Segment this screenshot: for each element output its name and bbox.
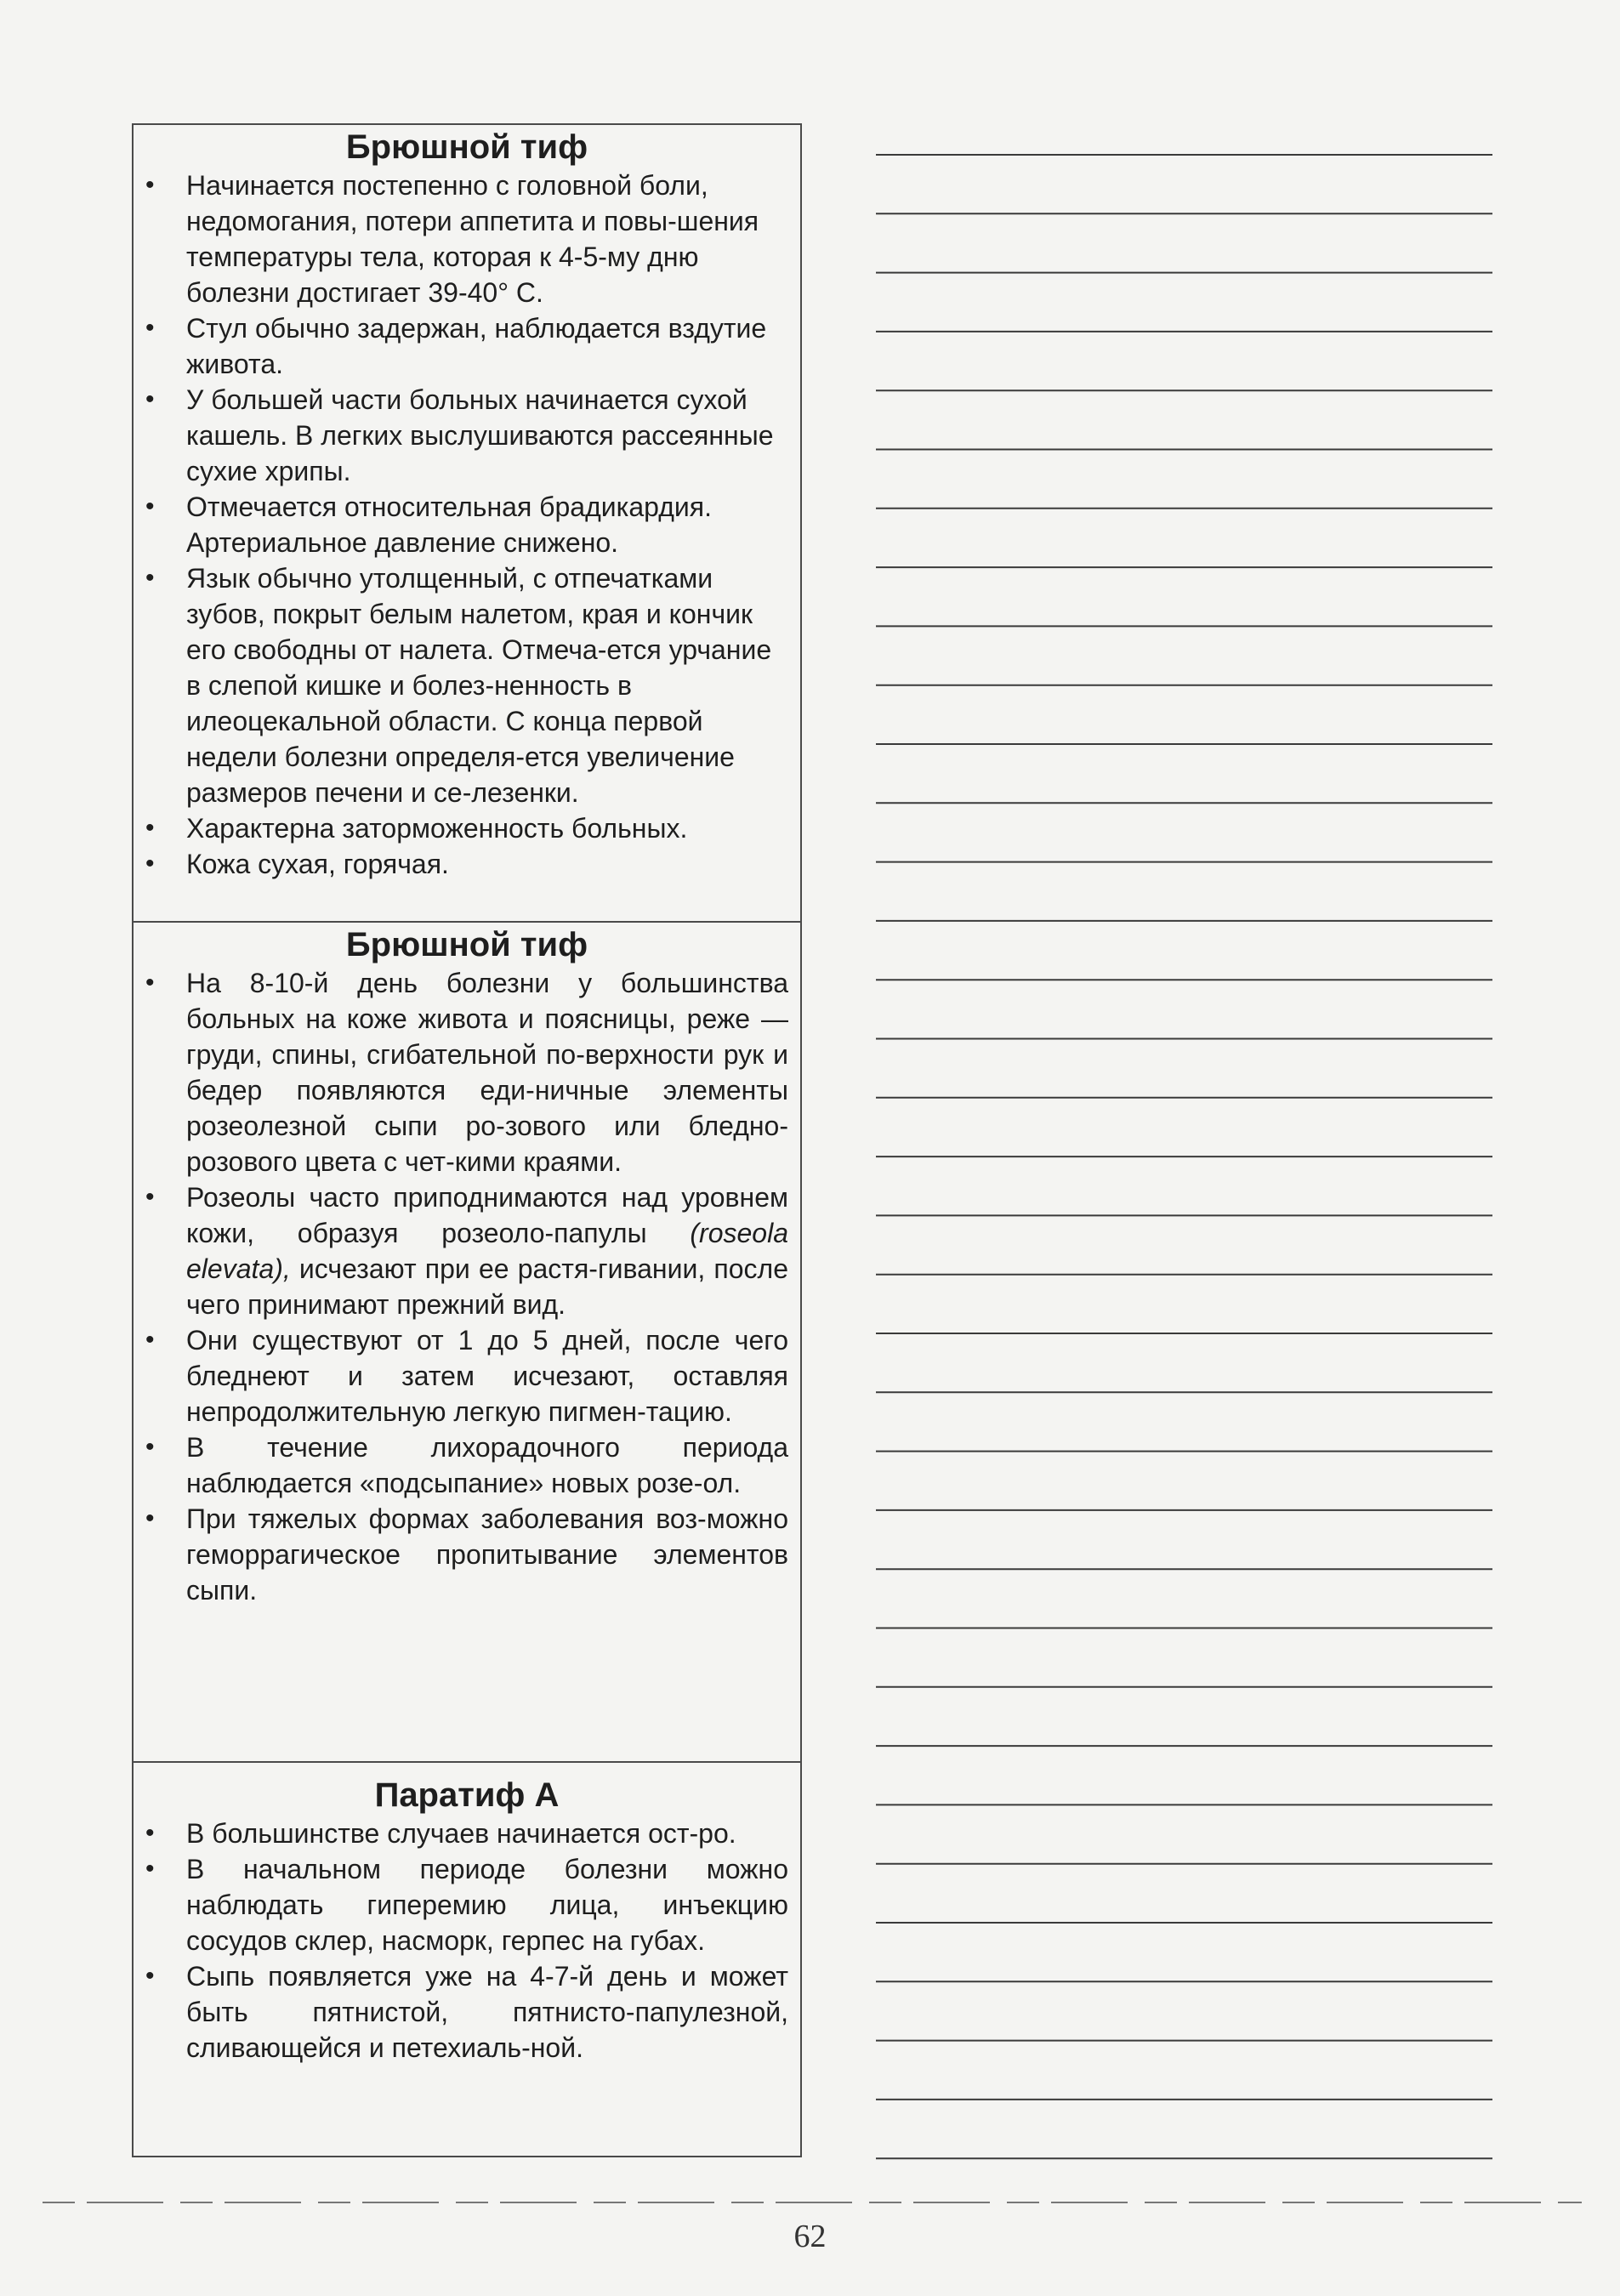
page-number: 62: [793, 2219, 827, 2254]
list-item: • Отмечается относительная брадикардия. Артериальное давление снижено.: [134, 489, 800, 560]
section-title: Брюшной тиф: [345, 128, 588, 166]
notes-table: [132, 123, 802, 2157]
list-item: • В течение лихорадочного периода наблюдается «подсыпание» новых розе-ол.: [134, 1429, 800, 1501]
ruled-note-lines: [876, 0, 1492, 2211]
item-text: Розеолы часто приподнимаются над уровнем кожи, образуя розеоло-папулы: [186, 1182, 788, 1248]
footer-dashed-rule: [43, 2202, 1582, 2203]
latin-term: (roseola elevata),: [186, 1218, 788, 1284]
list-item: • На 8-10-й день болезни у большинства больных на коже живота и поясницы, реже — груди, спины, сгибательной по-верхности рук и бедер появляются еди-ничные элементы розеолезной сыпи ро-зового или бледно-розового цвета с чет-кими краями.: [134, 965, 800, 1179]
list-item: • В большинстве случаев начинается ост-ро.: [134, 1816, 800, 1851]
list-item: • Сыпь появляется уже на 4-7-й день и может быть пятнистой, пятнисто-папулезной, сливающейся и петехиаль-ной.: [134, 1958, 800, 2066]
list-item: • Язык обычно утолщенный, с отпечатками зубов, покрыт белым налетом, края и кончик его свободны от налета. Отмеча-ется урчание в слепой кишке и болез-ненность в илеоцекальной области. С конца первой недели болезни определя-ется увеличение размеров печени и се-лезенки.: [134, 560, 800, 810]
section-typhoid-general: [134, 125, 800, 923]
list-item: [134, 1179, 800, 1322]
section-title: Паратиф А: [374, 1776, 560, 1814]
bullet-list: [134, 1816, 800, 2066]
section-title: Брюшной тиф: [345, 926, 588, 963]
section-paratyphoid-a: [134, 1763, 800, 2157]
list-item: • Характерна заторможенность больных.: [134, 810, 800, 846]
list-item: • В начальном периоде болезни можно наблюдать гиперемию лица, инъекцию сосудов склер, насморк, герпес на губах.: [134, 1851, 800, 1958]
bullet-list: [134, 965, 800, 1608]
item-text: исчезают при ее растя-гивании, после чего принимают прежний вид.: [186, 1253, 788, 1320]
list-item: • Кожа сухая, горячая.: [134, 846, 800, 882]
list-item: • Начинается постепенно с головной боли, недомогания, потери аппетита и повы-шения температуры тела, которая к 4-5-му дню болезни достигает 39-40° С.: [134, 168, 800, 310]
list-item: • При тяжелых формах заболевания воз-можно геморрагическое пропитывание элементов сыпи.: [134, 1501, 800, 1608]
list-item: • Стул обычно задержан, наблюдается вздутие живота.: [134, 310, 800, 382]
section-typhoid-rash: [134, 923, 800, 1763]
bullet-list: [134, 168, 800, 882]
list-item: • Они существуют от 1 до 5 дней, после чего бледнеют и затем исчезают, оставляя непродолжительную легкую пигмен-тацию.: [134, 1322, 800, 1429]
list-item: • У большей части больных начинается сухой кашель. В легких выслушиваются рассеянные сухие хрипы.: [134, 382, 800, 489]
